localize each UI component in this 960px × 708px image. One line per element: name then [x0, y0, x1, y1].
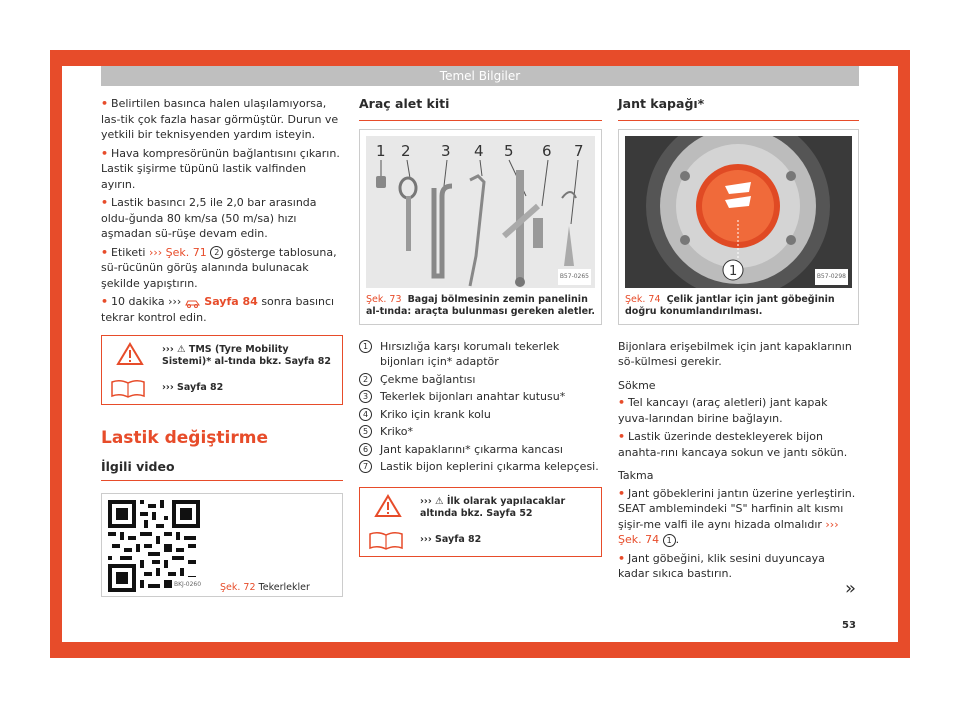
- list-item: 7 Lastik bijon keplerini çıkarma kelepçesi.: [359, 459, 602, 475]
- column-left: [101, 96, 343, 597]
- tool-kit-illustration: [366, 136, 595, 288]
- callout-number: 2: [210, 246, 223, 259]
- list-item: 3 Tekerlek bijonları anahtar kutusu*: [359, 389, 602, 405]
- section-title: Araç alet kiti: [359, 96, 602, 121]
- section-title: Jant kapağı*: [618, 96, 859, 121]
- callout-number: 5: [504, 141, 514, 160]
- page-header: Temel Bilgiler: [101, 66, 859, 86]
- callout-number: 2: [401, 141, 411, 160]
- list-item: • Belirtilen basınca halen ulaşılamıyorsa, las-tik çok fazla hasar görmüştür. Durun ve yetkili bir teknisyenden yardım isteyin.: [101, 97, 339, 141]
- warning-box: [359, 487, 602, 557]
- figure-label: Şek. 74: [625, 293, 661, 305]
- figure-label: Şek. 73: [366, 293, 402, 305]
- tool-kit-image: [366, 136, 595, 288]
- body-text: Bijonlara erişebilmek için jant kapaklarının sö-külmesi gerekir.: [618, 339, 852, 368]
- list-item: • Lastik üzerinde destekleyerek bijon anahta-rını kancaya sokun ve jantı sökün.: [618, 430, 848, 459]
- callout-number: 7: [574, 141, 584, 160]
- wheel-cap-image: [625, 136, 852, 288]
- continue-arrow: »: [845, 578, 857, 599]
- book-icon: [110, 378, 146, 398]
- figure-link[interactable]: ››› Şek. 71: [148, 245, 207, 259]
- figure-caption: Şek. 72 Tekerlekler: [220, 582, 310, 593]
- list-item: 2 Çekme bağlantısı: [359, 372, 602, 388]
- info-reference[interactable]: ››› Sayfa 82: [420, 533, 482, 545]
- qr-figure: [101, 493, 343, 597]
- warning-box: [101, 335, 343, 405]
- callout-number: 6: [542, 141, 552, 160]
- list-item: • Jant göbeklerini jantın üzerine yerleştirin. SEAT amblemindeki "S" harfinin alt kısmı şişir-me valfi ile aynı hizada olmalıdır ››› Şek. 74 1 .: [618, 486, 856, 546]
- callout-number: 1: [376, 141, 386, 160]
- warning-reference[interactable]: ››› ⚠ TMS (Tyre Mobility Sistemi)* al-tında bkz. Sayfa 82: [162, 344, 331, 367]
- callout-number: 1: [663, 534, 676, 547]
- list-item: • Tel kancayı (araç aletleri) jant kapak yuva-larından birine bağlayın.: [618, 396, 828, 425]
- book-icon: [368, 530, 404, 550]
- warning-triangle-icon: [374, 494, 402, 518]
- column-right: [618, 96, 859, 585]
- list-item: • Jant göbeğini, klik sesini duyuncaya kadar sıkıca bastırın.: [618, 551, 825, 580]
- image-id-tag: B57-0265: [558, 269, 591, 285]
- list-item: 6 Jant kapaklarını* çıkarma kancası: [359, 442, 602, 458]
- wheel-cap-figure: [618, 129, 859, 325]
- callout-number: 3: [441, 141, 451, 160]
- list-item: • Etiketi ››› Şek. 71 2 gösterge tablosuna, sü-rücünün görüş alanında bulunacak şekilde yapıştırın.: [101, 245, 337, 290]
- wheel-hub-illustration: [625, 136, 852, 288]
- list-item: 1 Hırsızlığa karşı korumalı tekerlek bijonları için* adaptör: [359, 339, 602, 370]
- list-item: 4 Kriko için krank kolu: [359, 407, 602, 423]
- figure-label: Şek. 72: [220, 582, 256, 593]
- figure-caption: Şek. 73 Bagaj bölmesinin zemin panelinin al-tında: araçta bulunması gereken aletler.: [366, 293, 595, 317]
- image-id-tag: BKJ-0260: [172, 577, 203, 593]
- figure-caption: Şek. 74 Çelik jantlar için jant göbeğinin doğru konumlandırılması.: [625, 293, 835, 317]
- car-wrench-icon: [185, 297, 201, 308]
- subheading-sokme: Sökme: [618, 378, 656, 392]
- page-number: 53: [842, 620, 856, 631]
- warning-reference[interactable]: ››› ⚠ İlk olarak yapılacaklar altında bkz. Sayfa 52: [420, 495, 566, 519]
- tool-list: [359, 339, 602, 475]
- callout-number: 1: [729, 263, 738, 279]
- list-item: 5 Kriko*: [359, 424, 602, 440]
- section-title: Lastik değiştirme: [101, 428, 268, 448]
- image-id-tag: B57-0298: [815, 269, 848, 285]
- column-middle: [359, 96, 602, 557]
- list-item: • 10 dakika ››› Sayfa 84 sonra basıncı tekrar kontrol edin.: [101, 295, 335, 324]
- callout-number: 4: [474, 141, 484, 160]
- list-item: • Hava kompresörünün bağlantısını çıkarın. Lastik şişirme tüpünü lastik valfinden ayırın.: [101, 146, 340, 191]
- warning-triangle-icon: [116, 342, 144, 366]
- subsection-title: İlgili video: [101, 459, 343, 482]
- info-reference[interactable]: ››› Sayfa 82: [162, 382, 224, 393]
- page-link[interactable]: Sayfa 84: [204, 295, 258, 308]
- figure-link[interactable]: ››› Şek. 74: [618, 517, 839, 546]
- tool-kit-figure: [359, 129, 602, 325]
- subheading-takma: Takma: [618, 469, 654, 482]
- list-item: • Lastik basıncı 2,5 ile 2,0 bar arasında oldu-ğunda 80 km/sa (50 m/sa) hızı aşmadan sü-rüşe devam edin.: [101, 196, 317, 240]
